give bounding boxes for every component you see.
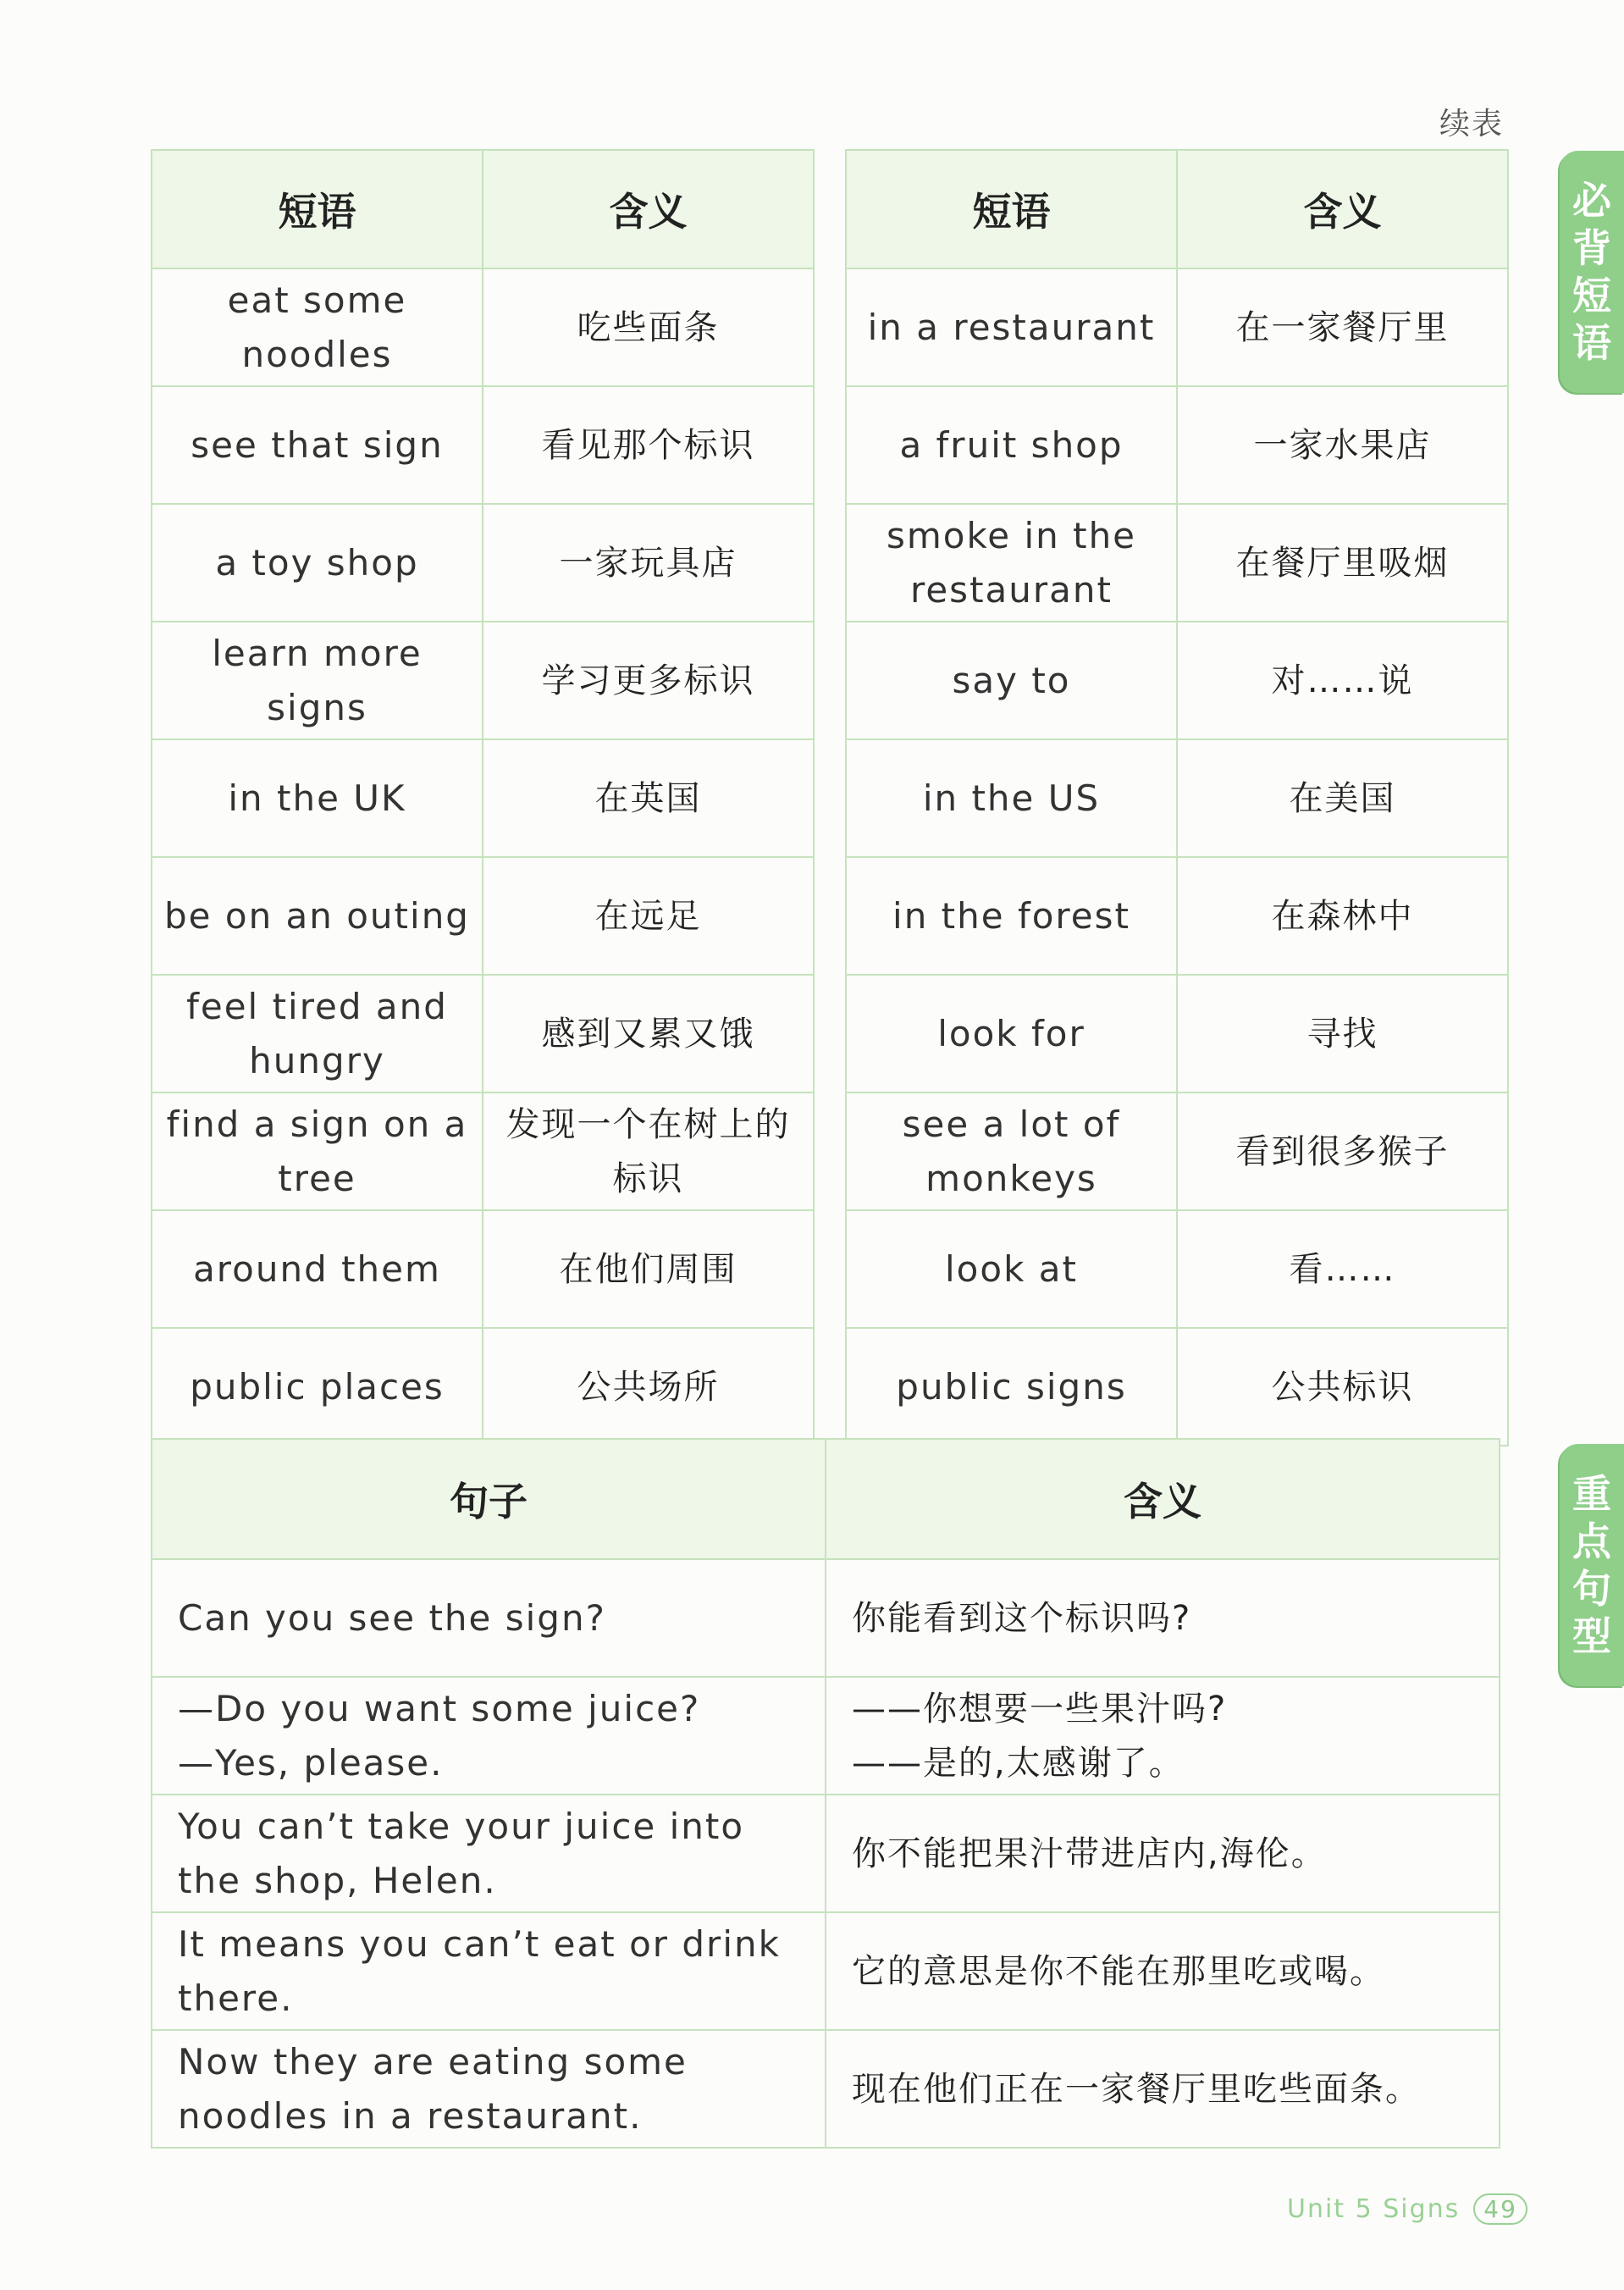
phrase-left-cell: be on an outing	[152, 857, 483, 975]
sentence-row	[152, 1795, 1500, 1912]
page-number: 49	[1473, 2193, 1527, 2225]
side-tab-char: 句	[1572, 1566, 1611, 1612]
sentence-row	[152, 1559, 1500, 1677]
sentence-table	[151, 1438, 1500, 2149]
sentence-row	[152, 2030, 1500, 2148]
header-phrase-right: 短语	[846, 150, 1177, 268]
phrase-row	[152, 504, 1508, 622]
meaning-line: ——是的,太感谢了。	[852, 1743, 1185, 1783]
meaning-right-cell: 在餐厅里吸烟	[1177, 504, 1508, 622]
meaning-line: 它的意思是你不能在那里吃或喝。	[852, 1951, 1385, 1991]
column-gap	[814, 150, 846, 268]
sentence-row	[152, 1912, 1500, 2030]
meaning-left-cell: 在英国	[483, 739, 814, 857]
phrase-table	[151, 149, 1509, 1446]
phrase-right-cell: in the US	[846, 739, 1177, 857]
meaning-cell	[826, 1912, 1500, 2030]
phrase-row	[152, 1092, 1508, 1210]
column-gap	[814, 504, 846, 622]
meaning-left-cell: 在他们周围	[483, 1210, 814, 1328]
header-meaning-right: 含义	[1177, 150, 1508, 268]
phrase-left-cell: in the UK	[152, 739, 483, 857]
phrase-right-cell: see a lot of monkeys	[846, 1092, 1177, 1210]
meaning-left-cell: 公共场所	[483, 1328, 814, 1446]
phrase-row	[152, 622, 1508, 739]
meaning-right-cell: 在一家餐厅里	[1177, 268, 1508, 386]
phrase-table-header-row	[152, 150, 1508, 268]
phrase-row	[152, 975, 1508, 1092]
side-tab-char: 型	[1572, 1613, 1611, 1659]
sentence-line: Can you see the sign?	[178, 1596, 606, 1639]
meaning-cell	[826, 1795, 1500, 1912]
meaning-right-cell: 对……说	[1177, 622, 1508, 739]
meaning-right-cell: 公共标识	[1177, 1328, 1508, 1446]
column-gap	[814, 1210, 846, 1328]
sentence-row	[152, 1677, 1500, 1795]
meaning-left-cell: 感到又累又饿	[483, 975, 814, 1092]
phrase-left-cell: see that sign	[152, 386, 483, 504]
unit-label: Unit 5 Signs	[1287, 2194, 1461, 2224]
column-gap	[814, 1328, 846, 1446]
phrase-table-body	[152, 268, 1508, 1446]
phrase-left-cell: learn more signs	[152, 622, 483, 739]
phrase-left-cell: around them	[152, 1210, 483, 1328]
meaning-left-cell: 看见那个标识	[483, 386, 814, 504]
phrase-right-cell: in the forest	[846, 857, 1177, 975]
phrase-row	[152, 1328, 1508, 1446]
meaning-line: 现在他们正在一家餐厅里吃些面条。	[852, 2069, 1421, 2109]
sentence-table-body	[152, 1559, 1500, 2148]
meaning-cell	[826, 2030, 1500, 2148]
header-meaning: 含义	[826, 1439, 1500, 1559]
sentence-cell	[152, 1795, 826, 1912]
phrase-right-cell: public signs	[846, 1328, 1177, 1446]
meaning-left-cell: 学习更多标识	[483, 622, 814, 739]
phrase-left-cell: a toy shop	[152, 504, 483, 622]
meaning-right-cell: 寻找	[1177, 975, 1508, 1092]
meaning-left-cell: 吃些面条	[483, 268, 814, 386]
meaning-cell	[826, 1559, 1500, 1677]
phrase-row	[152, 386, 1508, 504]
side-tab-must-recite-phrases	[1560, 151, 1624, 393]
phrase-row	[152, 268, 1508, 386]
meaning-cell	[826, 1677, 1500, 1795]
continued-label: 续表	[1439, 107, 1505, 141]
side-tab-char: 语	[1572, 320, 1611, 366]
phrase-left-cell: feel tired and hungry	[152, 975, 483, 1092]
column-gap	[814, 386, 846, 504]
phrase-right-cell: smoke in the restaurant	[846, 504, 1177, 622]
phrase-right-cell: look at	[846, 1210, 1177, 1328]
meaning-right-cell: 一家水果店	[1177, 386, 1508, 504]
header-sentence: 句子	[152, 1439, 826, 1559]
column-gap	[814, 857, 846, 975]
phrase-right-cell: in a restaurant	[846, 268, 1177, 386]
meaning-line: 你能看到这个标识吗?	[852, 1598, 1192, 1638]
sentence-cell	[152, 1912, 826, 2030]
side-tab-key-sentences	[1560, 1444, 1624, 1686]
side-tab-char: 短	[1572, 273, 1611, 318]
column-gap	[814, 975, 846, 1092]
meaning-right-cell: 看到很多猴子	[1177, 1092, 1508, 1210]
meaning-right-cell: 在森林中	[1177, 857, 1508, 975]
sentence-line: You can’t take your juice into the shop, Helen.	[178, 1805, 745, 1901]
side-tab-char: 必	[1572, 178, 1611, 224]
column-gap	[814, 1092, 846, 1210]
meaning-left-cell: 发现一个在树上的标识	[483, 1092, 814, 1210]
phrase-right-cell: look for	[846, 975, 1177, 1092]
sentence-cell	[152, 1677, 826, 1795]
header-meaning-left: 含义	[483, 150, 814, 268]
side-tab-char: 背	[1572, 225, 1611, 271]
phrase-right-cell: say to	[846, 622, 1177, 739]
meaning-right-cell: 在美国	[1177, 739, 1508, 857]
header-phrase-left: 短语	[152, 150, 483, 268]
column-gap	[814, 622, 846, 739]
phrase-row	[152, 857, 1508, 975]
sentence-cell	[152, 1559, 826, 1677]
phrase-row	[152, 739, 1508, 857]
meaning-line: 你不能把果汁带进店内,海伦。	[852, 1834, 1327, 1873]
meaning-right-cell: 看……	[1177, 1210, 1508, 1328]
column-gap	[814, 268, 846, 386]
sentence-table-header-row	[152, 1439, 1500, 1559]
phrase-left-cell: public places	[152, 1328, 483, 1446]
phrase-right-cell: a fruit shop	[846, 386, 1177, 504]
column-gap	[814, 739, 846, 857]
sentence-cell	[152, 2030, 826, 2148]
sentence-line: It means you can’t eat or drink there.	[178, 1922, 781, 2019]
meaning-left-cell: 在远足	[483, 857, 814, 975]
phrase-left-cell: find a sign on a tree	[152, 1092, 483, 1210]
phrase-left-cell: eat some noodles	[152, 268, 483, 386]
phrase-row	[152, 1210, 1508, 1328]
side-tab-char: 重	[1572, 1471, 1611, 1517]
meaning-line: ——你想要一些果汁吗?	[852, 1689, 1228, 1729]
side-tab-char: 点	[1572, 1518, 1611, 1564]
sentence-line: —Yes, please.	[178, 1741, 444, 1784]
sentence-line: —Do you want some juice?	[178, 1687, 701, 1729]
meaning-left-cell: 一家玩具店	[483, 504, 814, 622]
page-footer	[1287, 2193, 1527, 2225]
sentence-line: Now they are eating some noodles in a restaurant.	[178, 2040, 688, 2137]
